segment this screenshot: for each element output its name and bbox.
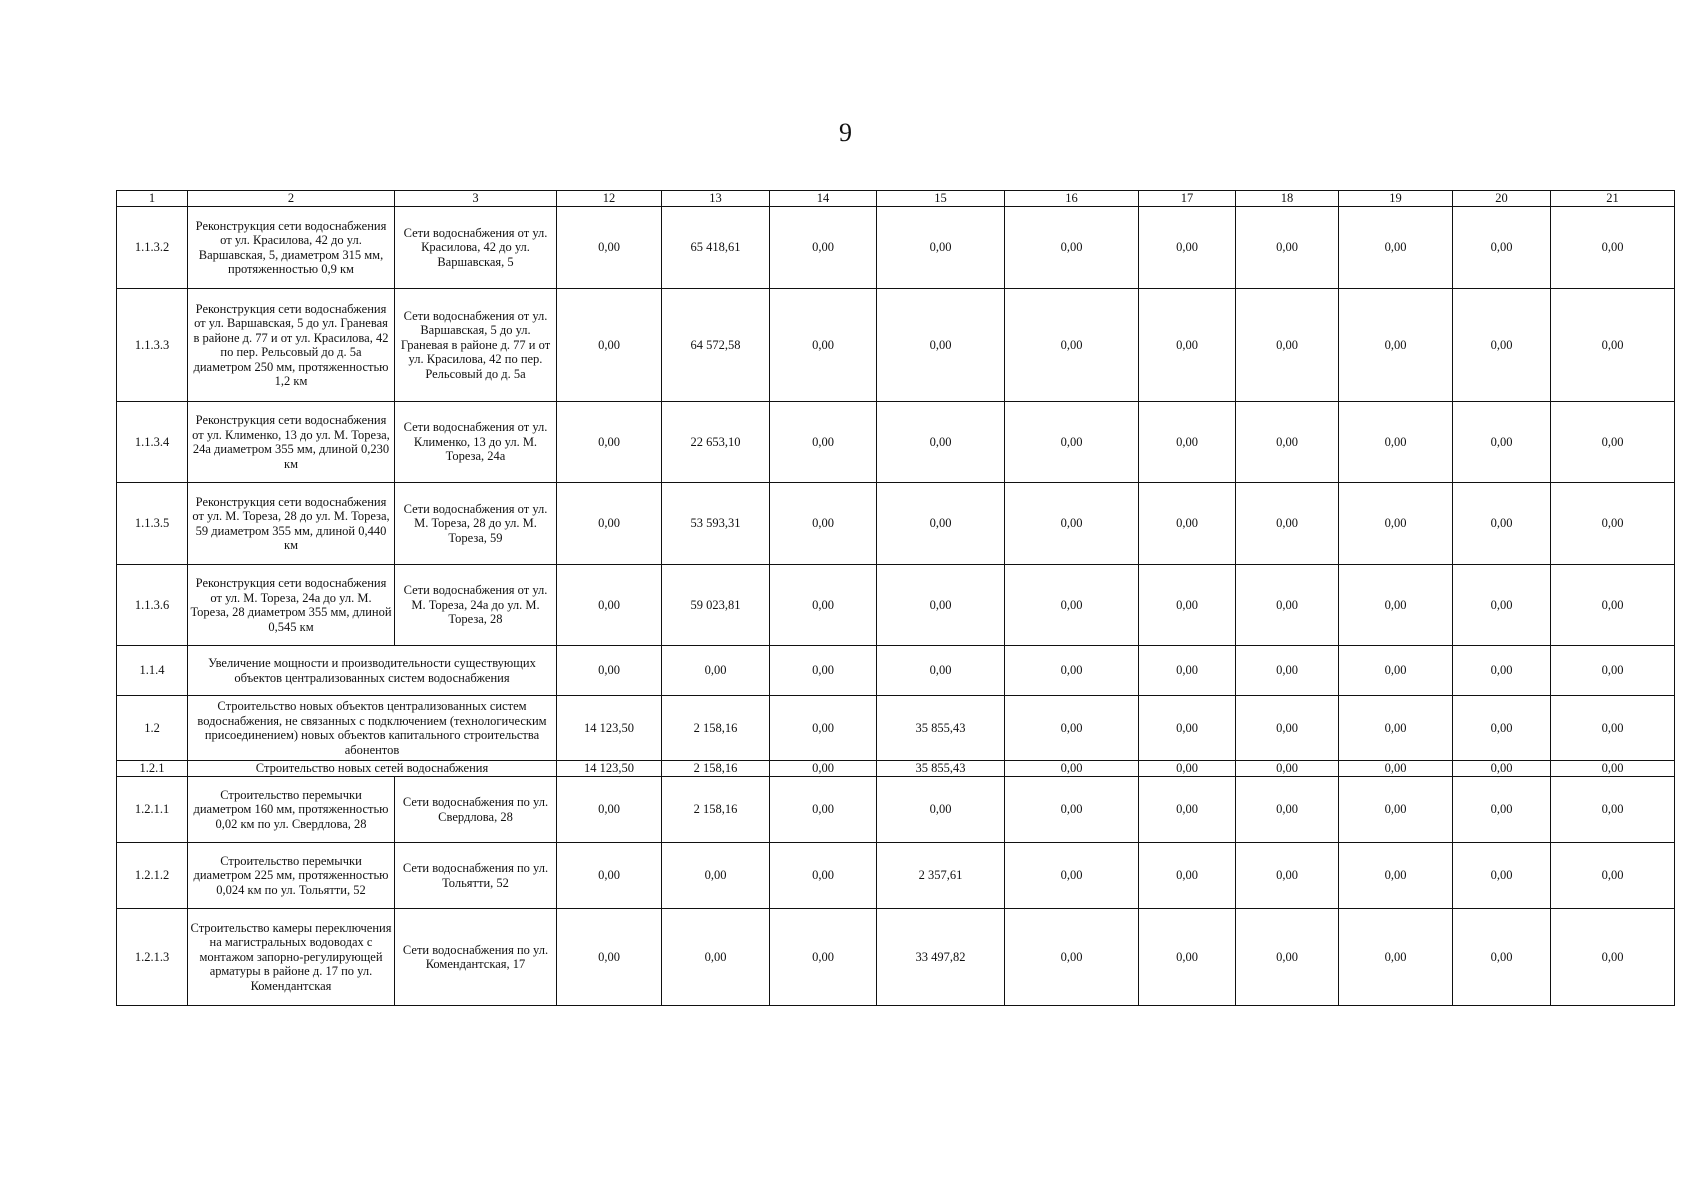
value-cell: 0,00 <box>1005 696 1139 761</box>
value-cell: 0,00 <box>557 777 662 843</box>
value-cell: 59 023,81 <box>662 565 770 646</box>
value-cell: 0,00 <box>877 483 1005 565</box>
column-header: 15 <box>877 191 1005 207</box>
value-cell: 0,00 <box>1453 843 1551 909</box>
value-cell: 0,00 <box>1005 646 1139 696</box>
row-object: Сети водоснабжения от ул. Клименко, 13 до ул. М. Тореза, 24а <box>395 402 557 483</box>
value-cell: 0,00 <box>1236 777 1339 843</box>
value-cell: 0,00 <box>1339 761 1453 777</box>
row-name: Увеличение мощности и производительности существующих объектов централизованных систем водоснабжения <box>188 646 557 696</box>
row-code: 1.2.1 <box>117 761 188 777</box>
value-cell: 0,00 <box>1453 402 1551 483</box>
value-cell: 0,00 <box>770 483 877 565</box>
value-cell: 0,00 <box>1339 483 1453 565</box>
column-header: 21 <box>1551 191 1675 207</box>
value-cell: 0,00 <box>1551 207 1675 289</box>
value-cell: 0,00 <box>1236 565 1339 646</box>
row-code: 1.1.3.2 <box>117 207 188 289</box>
value-cell: 0,00 <box>1005 761 1139 777</box>
table-row <box>117 289 1675 402</box>
value-cell: 0,00 <box>1139 289 1236 402</box>
value-cell: 0,00 <box>770 909 877 1006</box>
value-cell: 0,00 <box>1551 483 1675 565</box>
value-cell: 0,00 <box>1005 843 1139 909</box>
column-header: 16 <box>1005 191 1139 207</box>
table-row <box>117 402 1675 483</box>
value-cell: 0,00 <box>1236 289 1339 402</box>
value-cell: 0,00 <box>1236 761 1339 777</box>
column-header: 2 <box>188 191 395 207</box>
value-cell: 0,00 <box>1339 565 1453 646</box>
value-cell: 0,00 <box>557 289 662 402</box>
value-cell: 0,00 <box>662 646 770 696</box>
table-row <box>117 777 1675 843</box>
value-cell: 0,00 <box>557 909 662 1006</box>
table-row <box>117 483 1675 565</box>
value-cell: 0,00 <box>770 402 877 483</box>
row-code: 1.1.3.4 <box>117 402 188 483</box>
row-object: Сети водоснабжения по ул. Комендантская, 17 <box>395 909 557 1006</box>
value-cell: 33 497,82 <box>877 909 1005 1006</box>
row-code: 1.1.3.3 <box>117 289 188 402</box>
value-cell: 0,00 <box>557 646 662 696</box>
column-header: 1 <box>117 191 188 207</box>
row-name: Реконструкция сети водоснабжения от ул. М. Тореза, 24а до ул. М. Тореза, 28 диаметром 355 мм, длиной 0,545 км <box>188 565 395 646</box>
value-cell: 0,00 <box>1236 646 1339 696</box>
value-cell: 0,00 <box>1339 207 1453 289</box>
value-cell: 0,00 <box>1139 207 1236 289</box>
value-cell: 0,00 <box>1005 207 1139 289</box>
row-name: Строительство перемычки диаметром 160 мм, протяженностью 0,02 км по ул. Свердлова, 28 <box>188 777 395 843</box>
value-cell: 0,00 <box>1551 289 1675 402</box>
value-cell: 0,00 <box>1551 843 1675 909</box>
row-object: Сети водоснабжения от ул. Красилова, 42 до ул. Варшавская, 5 <box>395 207 557 289</box>
value-cell: 35 855,43 <box>877 696 1005 761</box>
investment-table <box>116 190 1675 1006</box>
value-cell: 0,00 <box>877 777 1005 843</box>
value-cell: 0,00 <box>1139 777 1236 843</box>
value-cell: 0,00 <box>1453 777 1551 843</box>
table-row <box>117 696 1675 761</box>
value-cell: 0,00 <box>1236 909 1339 1006</box>
column-header: 18 <box>1236 191 1339 207</box>
column-header: 19 <box>1339 191 1453 207</box>
value-cell: 53 593,31 <box>662 483 770 565</box>
row-object: Сети водоснабжения от ул. М. Тореза, 28 до ул. М. Тореза, 59 <box>395 483 557 565</box>
value-cell: 0,00 <box>877 646 1005 696</box>
row-name: Строительство новых объектов централизованных систем водоснабжения, не связанных с подключением (технологическим присоединением) новых объектов капитального строительства абонентов <box>188 696 557 761</box>
value-cell: 0,00 <box>770 843 877 909</box>
row-code: 1.1.3.5 <box>117 483 188 565</box>
value-cell: 0,00 <box>1339 843 1453 909</box>
value-cell: 0,00 <box>1453 761 1551 777</box>
value-cell: 0,00 <box>662 909 770 1006</box>
value-cell: 0,00 <box>1551 777 1675 843</box>
value-cell: 0,00 <box>1139 646 1236 696</box>
value-cell: 0,00 <box>1236 402 1339 483</box>
table-row <box>117 565 1675 646</box>
value-cell: 0,00 <box>1339 777 1453 843</box>
row-name: Строительство перемычки диаметром 225 мм, протяженностью 0,024 км по ул. Тольятти, 52 <box>188 843 395 909</box>
row-name: Строительство камеры переключения на магистральных водоводах с монтажом запорно-регулирующей арматуры в районе д. 17 по ул. Комендантская <box>188 909 395 1006</box>
value-cell: 0,00 <box>1236 696 1339 761</box>
value-cell: 0,00 <box>557 483 662 565</box>
value-cell: 0,00 <box>1139 761 1236 777</box>
value-cell: 0,00 <box>1236 207 1339 289</box>
value-cell: 0,00 <box>1339 402 1453 483</box>
value-cell: 0,00 <box>1005 289 1139 402</box>
value-cell: 0,00 <box>1005 402 1139 483</box>
column-header: 14 <box>770 191 877 207</box>
column-header: 20 <box>1453 191 1551 207</box>
value-cell: 0,00 <box>770 696 877 761</box>
value-cell: 0,00 <box>770 289 877 402</box>
table-body <box>117 207 1675 1006</box>
value-cell: 0,00 <box>1453 289 1551 402</box>
value-cell: 0,00 <box>1453 909 1551 1006</box>
column-header: 13 <box>662 191 770 207</box>
value-cell: 0,00 <box>557 402 662 483</box>
value-cell: 0,00 <box>770 565 877 646</box>
value-cell: 0,00 <box>1236 483 1339 565</box>
table-row <box>117 909 1675 1006</box>
value-cell: 2 158,16 <box>662 761 770 777</box>
value-cell: 0,00 <box>1551 646 1675 696</box>
value-cell: 0,00 <box>1551 909 1675 1006</box>
row-object: Сети водоснабжения по ул. Тольятти, 52 <box>395 843 557 909</box>
row-code: 1.2 <box>117 696 188 761</box>
value-cell: 0,00 <box>770 777 877 843</box>
value-cell: 0,00 <box>1453 646 1551 696</box>
value-cell: 0,00 <box>1453 207 1551 289</box>
value-cell: 0,00 <box>1551 696 1675 761</box>
column-number-row <box>117 191 1675 207</box>
row-name: Реконструкция сети водоснабжения от ул. Варшавская, 5 до ул. Граневая в районе д. 77 и от ул. Красилова, 42 по пер. Рельсовый до д. 5а диаметром 250 мм, протяженностью 1,2 км <box>188 289 395 402</box>
value-cell: 0,00 <box>1139 565 1236 646</box>
row-name: Реконструкция сети водоснабжения от ул. Красилова, 42 до ул. Варшавская, 5, диаметром 315 мм, протяженностью 0,9 км <box>188 207 395 289</box>
value-cell: 0,00 <box>770 646 877 696</box>
value-cell: 2 158,16 <box>662 777 770 843</box>
value-cell: 0,00 <box>1139 909 1236 1006</box>
value-cell: 0,00 <box>662 843 770 909</box>
row-object: Сети водоснабжения от ул. Варшавская, 5 до ул. Граневая в районе д. 77 и от ул. Красилова, 42 по пер. Рельсовый до д. 5а <box>395 289 557 402</box>
value-cell: 22 653,10 <box>662 402 770 483</box>
value-cell: 2 158,16 <box>662 696 770 761</box>
value-cell: 0,00 <box>1005 483 1139 565</box>
value-cell: 0,00 <box>557 207 662 289</box>
table-row <box>117 843 1675 909</box>
value-cell: 0,00 <box>877 402 1005 483</box>
value-cell: 0,00 <box>557 565 662 646</box>
value-cell: 0,00 <box>770 761 877 777</box>
value-cell: 0,00 <box>1551 565 1675 646</box>
column-header: 12 <box>557 191 662 207</box>
row-code: 1.1.4 <box>117 646 188 696</box>
value-cell: 64 572,58 <box>662 289 770 402</box>
value-cell: 14 123,50 <box>557 761 662 777</box>
row-object: Сети водоснабжения от ул. М. Тореза, 24а до ул. М. Тореза, 28 <box>395 565 557 646</box>
value-cell: 0,00 <box>1139 402 1236 483</box>
value-cell: 0,00 <box>1005 565 1139 646</box>
value-cell: 0,00 <box>1139 696 1236 761</box>
value-cell: 0,00 <box>1453 483 1551 565</box>
value-cell: 0,00 <box>1453 696 1551 761</box>
value-cell: 2 357,61 <box>877 843 1005 909</box>
row-code: 1.1.3.6 <box>117 565 188 646</box>
value-cell: 0,00 <box>557 843 662 909</box>
row-name: Строительство новых сетей водоснабжения <box>188 761 557 777</box>
value-cell: 0,00 <box>1339 646 1453 696</box>
value-cell: 0,00 <box>1551 761 1675 777</box>
row-code: 1.2.1.1 <box>117 777 188 843</box>
row-name: Реконструкция сети водоснабжения от ул. М. Тореза, 28 до ул. М. Тореза, 59 диаметром 355 мм, длиной 0,440 км <box>188 483 395 565</box>
table-row <box>117 761 1675 777</box>
row-name: Реконструкция сети водоснабжения от ул. Клименко, 13 до ул. М. Тореза, 24а диаметром 355 мм, длиной 0,230 км <box>188 402 395 483</box>
value-cell: 0,00 <box>877 565 1005 646</box>
value-cell: 0,00 <box>1139 483 1236 565</box>
value-cell: 0,00 <box>1339 909 1453 1006</box>
row-code: 1.2.1.2 <box>117 843 188 909</box>
table-header <box>117 191 1675 207</box>
table-row <box>117 207 1675 289</box>
value-cell: 65 418,61 <box>662 207 770 289</box>
table-row <box>117 646 1675 696</box>
value-cell: 0,00 <box>1551 402 1675 483</box>
value-cell: 0,00 <box>1339 696 1453 761</box>
value-cell: 0,00 <box>1139 843 1236 909</box>
value-cell: 0,00 <box>877 207 1005 289</box>
value-cell: 0,00 <box>1339 289 1453 402</box>
value-cell: 35 855,43 <box>877 761 1005 777</box>
row-code: 1.2.1.3 <box>117 909 188 1006</box>
value-cell: 0,00 <box>1453 565 1551 646</box>
column-header: 17 <box>1139 191 1236 207</box>
page-number: 9 <box>839 118 852 147</box>
value-cell: 0,00 <box>770 207 877 289</box>
value-cell: 0,00 <box>877 289 1005 402</box>
value-cell: 0,00 <box>1236 843 1339 909</box>
value-cell: 0,00 <box>1005 909 1139 1006</box>
value-cell: 14 123,50 <box>557 696 662 761</box>
column-header: 3 <box>395 191 557 207</box>
value-cell: 0,00 <box>1005 777 1139 843</box>
row-object: Сети водоснабжения по ул. Свердлова, 28 <box>395 777 557 843</box>
